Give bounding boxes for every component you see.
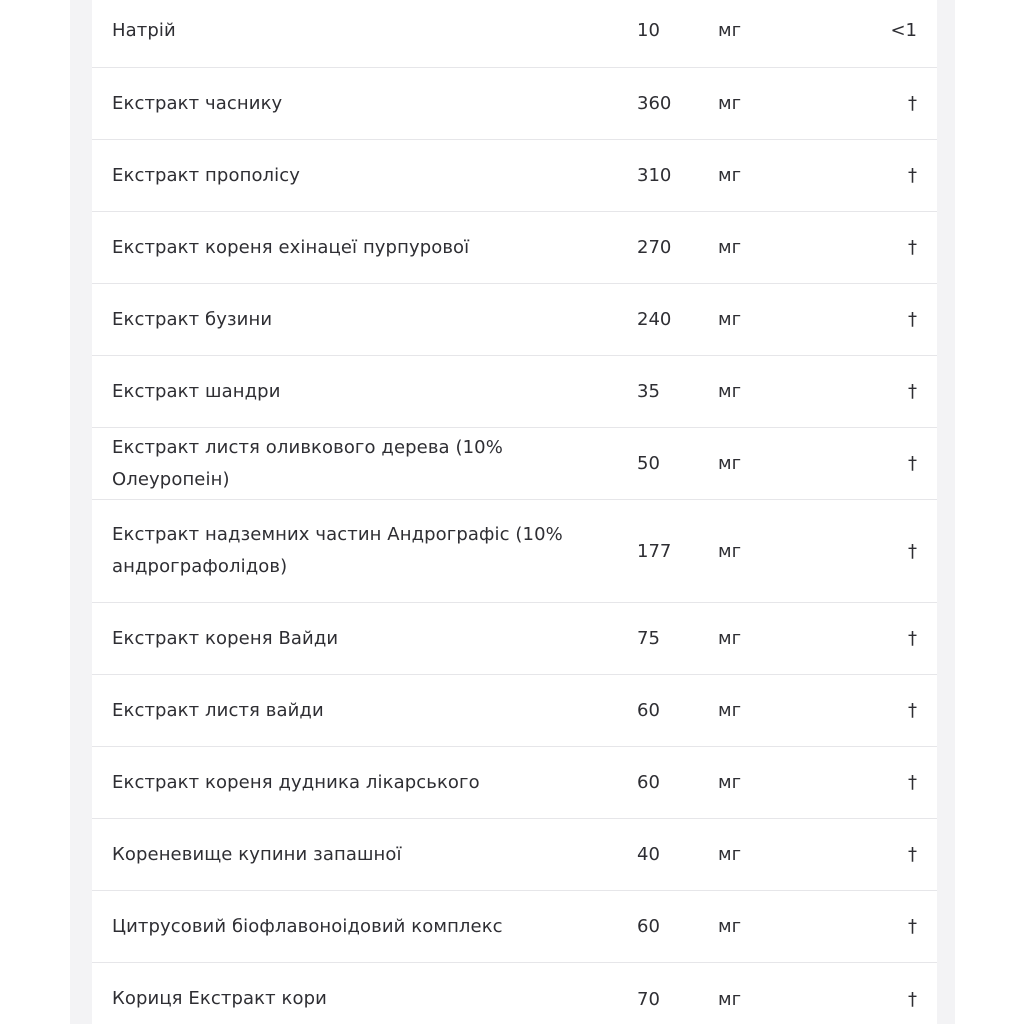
ingredient-unit: мг bbox=[718, 309, 742, 330]
ingredient-unit: мг bbox=[718, 772, 742, 793]
daily-value: † bbox=[908, 381, 917, 402]
table-row bbox=[92, 212, 937, 284]
ingredient-unit: мг bbox=[718, 20, 742, 41]
ingredient-name: Натрій bbox=[112, 19, 176, 41]
daily-value: † bbox=[908, 916, 917, 937]
daily-value: <1 bbox=[890, 20, 917, 41]
ingredient-name: Кореневище купини запашної bbox=[112, 843, 402, 865]
table-row bbox=[92, 68, 937, 140]
ingredient-unit: мг bbox=[718, 700, 742, 721]
daily-value: † bbox=[908, 772, 917, 793]
daily-value: † bbox=[908, 309, 917, 330]
ingredient-unit: мг bbox=[718, 93, 742, 114]
ingredient-name: Кориця Екстракт кори bbox=[112, 988, 327, 1009]
table-row bbox=[92, 428, 937, 500]
ingredient-amount: 270 bbox=[637, 237, 672, 258]
daily-value: † bbox=[908, 540, 917, 562]
table-row bbox=[92, 747, 937, 819]
ingredient-name: Екстракт шандри bbox=[112, 380, 281, 402]
daily-value: † bbox=[908, 700, 917, 721]
ingredient-unit: мг bbox=[718, 988, 742, 1010]
table-row bbox=[92, 963, 937, 1024]
ingredient-amount: 75 bbox=[637, 628, 660, 649]
ingredient-name: Екстракт кореня ехінацеї пурпурової bbox=[112, 236, 470, 258]
ingredient-amount: 60 bbox=[637, 916, 660, 937]
nutrition-table bbox=[92, 0, 937, 1024]
daily-value: † bbox=[908, 453, 917, 474]
ingredient-name: Екстракт кореня дудника лікарського bbox=[112, 771, 480, 793]
ingredient-unit: мг bbox=[718, 916, 742, 937]
ingredient-amount: 360 bbox=[637, 93, 672, 114]
ingredient-amount: 240 bbox=[637, 309, 672, 330]
table-row bbox=[92, 675, 937, 747]
daily-value: † bbox=[908, 93, 917, 114]
ingredient-name: Екстракт надземних частин Андрографіс (10% андрографолідов) bbox=[112, 524, 563, 577]
table-row bbox=[92, 0, 937, 68]
ingredient-unit: мг bbox=[718, 237, 742, 258]
ingredient-amount: 35 bbox=[637, 381, 660, 402]
ingredient-name: Екстракт бузини bbox=[112, 308, 273, 330]
ingredient-name: Екстракт листя вайди bbox=[112, 699, 324, 721]
ingredient-name: Цитрусовий біофлавоноідовий комплекс bbox=[112, 915, 503, 937]
ingredient-name: Екстракт кореня Вайди bbox=[112, 627, 339, 649]
daily-value: † bbox=[908, 844, 917, 865]
daily-value: † bbox=[908, 628, 917, 649]
ingredient-amount: 177 bbox=[637, 540, 672, 562]
ingredient-amount: 50 bbox=[637, 453, 660, 474]
ingredient-name: Екстракт прополісу bbox=[112, 164, 301, 186]
ingredient-unit: мг bbox=[718, 540, 742, 562]
ingredient-unit: мг bbox=[718, 165, 742, 186]
ingredient-name: Екстракт листя оливкового дерева (10% Олеуропеін) bbox=[112, 436, 503, 490]
ingredient-amount: 40 bbox=[637, 844, 660, 865]
table-row bbox=[92, 356, 937, 428]
ingredient-amount: 310 bbox=[637, 165, 672, 186]
table-row bbox=[92, 500, 937, 603]
ingredient-amount: 10 bbox=[637, 20, 660, 41]
table-row bbox=[92, 140, 937, 212]
ingredient-unit: мг bbox=[718, 453, 742, 474]
table-row bbox=[92, 284, 937, 356]
ingredient-amount: 60 bbox=[637, 772, 660, 793]
ingredient-unit: мг bbox=[718, 628, 742, 649]
ingredient-unit: мг bbox=[718, 844, 742, 865]
daily-value: † bbox=[908, 237, 917, 258]
ingredient-amount: 70 bbox=[637, 988, 660, 1010]
daily-value: † bbox=[908, 165, 917, 186]
ingredient-amount: 60 bbox=[637, 700, 660, 721]
table-row bbox=[92, 819, 937, 891]
daily-value: † bbox=[908, 988, 917, 1010]
ingredient-unit: мг bbox=[718, 381, 742, 402]
table-row bbox=[92, 603, 937, 675]
ingredient-name: Екстракт часнику bbox=[112, 92, 283, 114]
table-row bbox=[92, 891, 937, 963]
